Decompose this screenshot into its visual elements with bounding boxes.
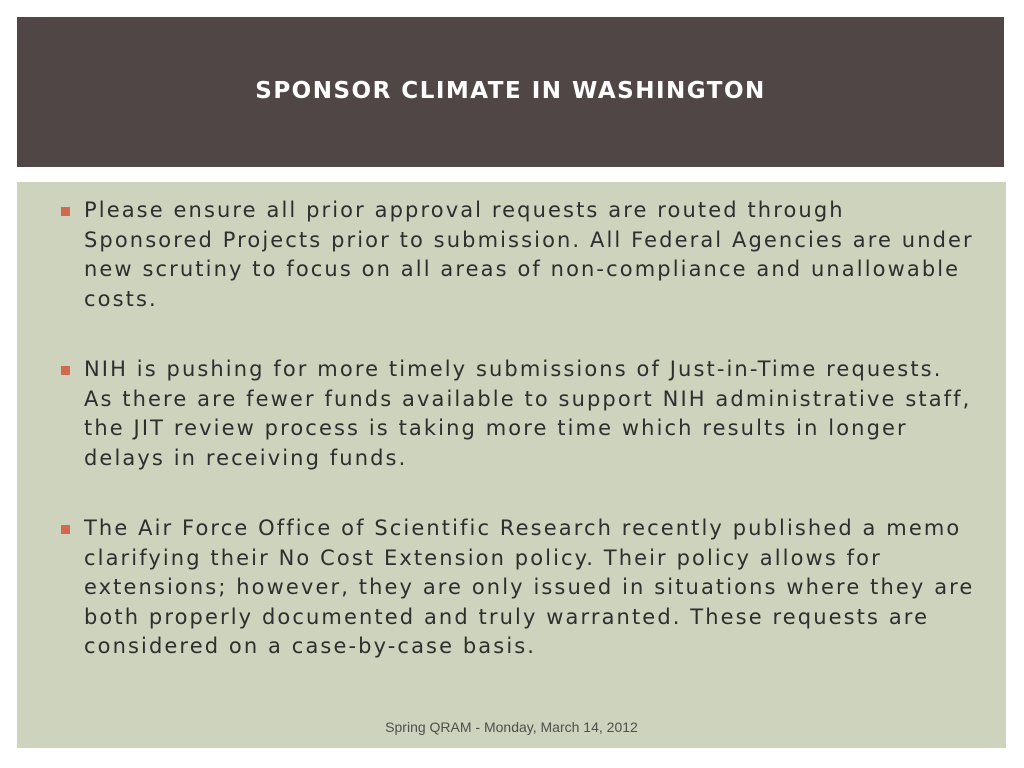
- content-box: [17, 182, 1006, 748]
- bullet-text: NIH is pushing for more timely submissions of Just-in-Time requests. As there are fewer funds available to support NIH administrative staff, the JIT review process is taking more time which results in longer delays in receiving funds.: [84, 357, 972, 470]
- bullet-text: The Air Force Office of Scientific Research recently published a memo clarifying their No Cost Extension policy. Their policy allows for extensions; however, they are only issued in situations where they are both properly documented and truly warranted. These requests are considered on a case-by-case basis.: [84, 516, 975, 658]
- square-bullet-icon: [61, 366, 70, 375]
- square-bullet-icon: [61, 525, 70, 534]
- slide-title: SPONSOR CLIMATE IN WASHINGTON: [255, 78, 766, 104]
- square-bullet-icon: [61, 207, 70, 216]
- bullet-item: [17, 355, 1006, 473]
- bullet-text: Please ensure all prior approval requests are routed through Sponsored Projects prior to submission. All Federal Agencies are under new scrutiny to focus on all areas of non-compliance and unallowable costs.: [84, 198, 974, 311]
- bullet-list: [17, 196, 1006, 703]
- slide-footer: Spring QRAM - Monday, March 14, 2012: [385, 719, 638, 735]
- title-bar: [17, 17, 1004, 167]
- bullet-item: [17, 514, 1006, 662]
- bullet-item: [17, 196, 1006, 314]
